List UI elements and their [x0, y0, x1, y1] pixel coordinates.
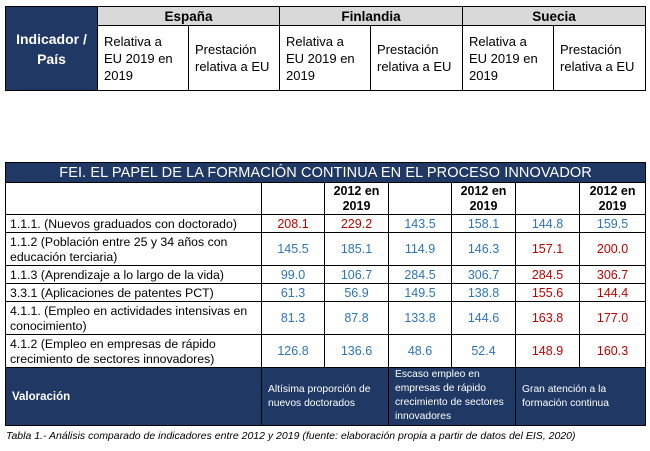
table-row — [6, 284, 646, 302]
indicator-value: 106.7 — [325, 266, 389, 284]
subhead-relative: Relativa a EU 2019 en 2019 — [463, 26, 554, 91]
indicator-value: 306.7 — [580, 266, 646, 284]
indicator-value: 133.8 — [389, 302, 452, 335]
subhead-relative: Relativa a EU 2019 en 2019 — [280, 26, 371, 91]
indicator-label: 4.1.2 (Empleo en empresas de rápido crecimiento de sectores innovadores) — [6, 335, 262, 368]
indicator-value: 52.4 — [452, 335, 516, 368]
indicator-value: 87.8 — [325, 302, 389, 335]
indicator-value: 157.1 — [516, 233, 580, 266]
indicator-value: 144.6 — [452, 302, 516, 335]
table-caption: Tabla 1.- Análisis comparado de indicadores entre 2012 y 2019 (fuente: elaboración propia a partir de datos del EIS, 2020) — [6, 430, 576, 442]
indicator-value: 158.1 — [452, 215, 516, 233]
indicator-value: 144.4 — [580, 284, 646, 302]
valoracion-label: Valoración — [6, 368, 262, 426]
indicator-country-label: Indicador / País — [6, 7, 98, 91]
indicator-value: 149.5 — [389, 284, 452, 302]
indicator-value: 144.8 — [516, 215, 580, 233]
indicator-label: 1.1.3 (Aprendizaje a lo largo de la vida) — [6, 266, 262, 284]
indicator-value: 114.9 — [389, 233, 452, 266]
period-header: 2012 en 2019 — [580, 183, 646, 215]
indicator-value: 138.8 — [452, 284, 516, 302]
indicator-label: 3.3.1 (Aplicaciones de patentes PCT) — [6, 284, 262, 302]
indicator-value: 208.1 — [262, 215, 325, 233]
subhead-performance: Prestación relativa a EU — [189, 26, 280, 91]
empty-header-cell — [389, 183, 452, 215]
empty-header-cell — [6, 183, 262, 215]
table-row — [6, 302, 646, 335]
valoracion-finland: Escaso empleo en empresas de rápido crecimiento de sectores innovadores — [389, 368, 516, 426]
indicator-value: 81.3 — [262, 302, 325, 335]
indicators-table — [5, 162, 646, 426]
indicator-value: 306.7 — [452, 266, 516, 284]
indicator-value: 143.5 — [389, 215, 452, 233]
indicator-value: 229.2 — [325, 215, 389, 233]
subhead-relative: Relativa a EU 2019 en 2019 — [98, 26, 189, 91]
table-row — [6, 233, 646, 266]
indicator-value: 146.3 — [452, 233, 516, 266]
indicator-value: 159.5 — [580, 215, 646, 233]
indicator-value: 48.6 — [389, 335, 452, 368]
valoracion-sweden: Gran atención a la formación continua — [516, 368, 646, 426]
indicator-label: 4.1.1. (Empleo en actividades intensivas en conocimiento) — [6, 302, 262, 335]
indicator-value: 160.3 — [580, 335, 646, 368]
table-row — [6, 266, 646, 284]
indicator-value: 155.6 — [516, 284, 580, 302]
indicator-value: 145.5 — [262, 233, 325, 266]
table-title: FEI. EL PAPEL DE LA FORMACIÓN CONTINUA EN EL PROCESO INNOVADOR — [6, 163, 646, 183]
indicator-value: 148.9 — [516, 335, 580, 368]
indicator-value: 185.1 — [325, 233, 389, 266]
valoracion-spain: Altísima proporción de nuevos doctorados — [262, 368, 389, 426]
subhead-performance: Prestación relativa a EU — [554, 26, 646, 91]
indicator-value: 284.5 — [516, 266, 580, 284]
country-sweden: Suecia — [463, 7, 646, 26]
indicator-label: 1.1.1. (Nuevos graduados con doctorado) — [6, 215, 262, 233]
country-spain: España — [98, 7, 280, 26]
indicator-value: 61.3 — [262, 284, 325, 302]
empty-header-cell — [262, 183, 325, 215]
indicator-value: 163.8 — [516, 302, 580, 335]
country-finland: Finlandia — [280, 7, 463, 26]
table-row — [6, 215, 646, 233]
empty-header-cell — [516, 183, 580, 215]
indicator-value: 99.0 — [262, 266, 325, 284]
subhead-performance: Prestación relativa a EU — [371, 26, 463, 91]
indicator-value: 200.0 — [580, 233, 646, 266]
period-header: 2012 en 2019 — [452, 183, 516, 215]
indicator-value: 126.8 — [262, 335, 325, 368]
table-row — [6, 335, 646, 368]
indicator-value: 177.0 — [580, 302, 646, 335]
indicator-value: 136.6 — [325, 335, 389, 368]
period-header: 2012 en 2019 — [325, 183, 389, 215]
indicator-value: 284.5 — [389, 266, 452, 284]
indicator-label: 1.1.2 (Población entre 25 y 34 años con educación terciaria) — [6, 233, 262, 266]
indicator-value: 56.9 — [325, 284, 389, 302]
country-header-table — [5, 6, 646, 91]
